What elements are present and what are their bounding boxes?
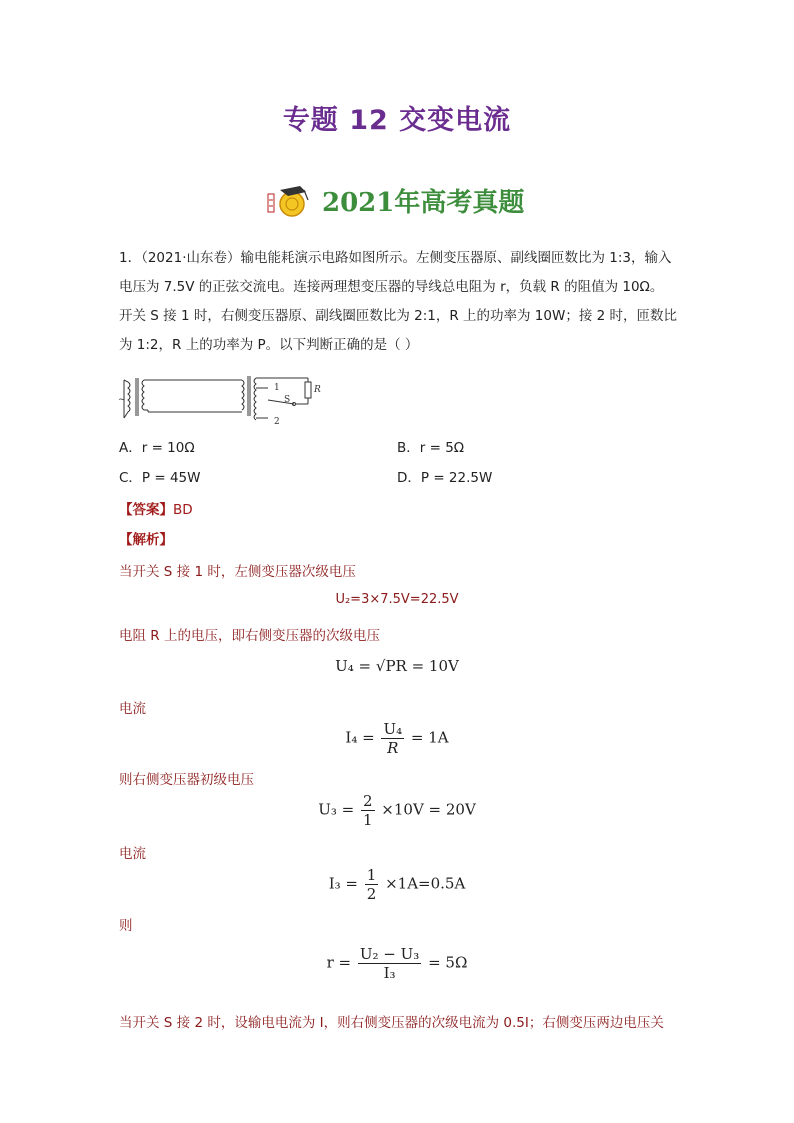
switch-label: S	[284, 395, 291, 405]
question-line: 电压为 7.5V 的正弦交流电。连接两理想变压器的导线总电阻为 r，负载 R 的阻值为 10Ω。	[119, 279, 664, 295]
eq-lhs: U₃ =	[318, 800, 355, 819]
choice-c: C．P = 45W	[119, 470, 201, 486]
eq-rhs: = 5Ω	[428, 953, 468, 972]
solution-step: 电流	[119, 701, 146, 717]
answer-label: 【答案】	[119, 502, 173, 518]
ac-source-icon: ~	[118, 395, 126, 405]
denominator: I₃	[383, 964, 396, 982]
page-title: 专题 12 交变电流	[282, 105, 512, 136]
choice-d: D．P = 22.5W	[397, 470, 493, 486]
numerator: U₄	[383, 720, 403, 738]
answer-line	[119, 498, 193, 518]
fraction	[361, 792, 375, 829]
denominator: R	[387, 739, 399, 757]
numerator: 1	[366, 866, 377, 884]
fraction	[365, 866, 379, 903]
solution-step: 电流	[119, 846, 146, 862]
eq-lhs: I₃ =	[328, 874, 358, 893]
eq-rhs: ×1A=0.5A	[385, 874, 466, 893]
denominator: 2	[366, 885, 377, 903]
eq-lhs: I₄ =	[345, 728, 375, 747]
equation-u3	[0, 792, 794, 829]
numerator: 2	[362, 792, 373, 810]
solution-step: 当开关 S 接 2 时，设输电电流为 I，则右侧变压器的次级电流为 0.5I；右侧变压两边电压关	[119, 1015, 664, 1031]
analysis-label: 【解析】	[119, 532, 173, 548]
eq-rhs: = 1A	[410, 728, 449, 747]
fraction	[358, 945, 421, 982]
equation-i4	[0, 720, 794, 757]
fraction	[381, 720, 404, 757]
equation-u4: U₄ = √PR = 10V	[335, 657, 459, 675]
circuit-label-1: 1	[274, 383, 280, 393]
choice-a: A．r = 10Ω	[119, 440, 195, 456]
equation-u2: U₂=3×7.5V=22.5V	[335, 592, 459, 607]
equation-r	[0, 945, 794, 982]
solution-step: 当开关 S 接 1 时，左侧变压器次级电压	[119, 564, 356, 580]
section-subtitle: 2021年高考真题	[322, 188, 525, 218]
question-text	[119, 244, 679, 360]
question-line: 1．（2021·山东卷）输电能耗演示电路如图所示。左侧变压器原、副线圈匝数比为 1:3，输入	[119, 250, 672, 266]
eq-lhs: r =	[326, 953, 352, 972]
logo-icon	[266, 180, 314, 220]
numerator: U₂ − U₃	[359, 945, 420, 963]
question-line: 开关 S 接 1 时，右侧变压器原、副线圈匝数比为 2:1，R 上的功率为 10W；接 2 时，匝数比	[119, 308, 678, 324]
circuit-diagram	[118, 372, 328, 428]
question-line: 为 1:2，R 上的功率为 P。以下判断正确的是（ ）	[119, 337, 419, 353]
solution-step: 则右侧变压器初级电压	[119, 772, 254, 788]
denominator: 1	[362, 811, 373, 829]
circuit-label-2: 2	[274, 417, 280, 427]
resistor-label: R	[314, 385, 321, 395]
equation-i3	[0, 866, 794, 903]
answer-value: BD	[173, 502, 193, 518]
eq-rhs: ×10V = 20V	[381, 800, 476, 819]
solution-step: 则	[119, 918, 133, 934]
solution-step: 电阻 R 上的电压，即右侧变压器的次级电压	[119, 628, 380, 644]
choice-b: B．r = 5Ω	[397, 440, 465, 456]
